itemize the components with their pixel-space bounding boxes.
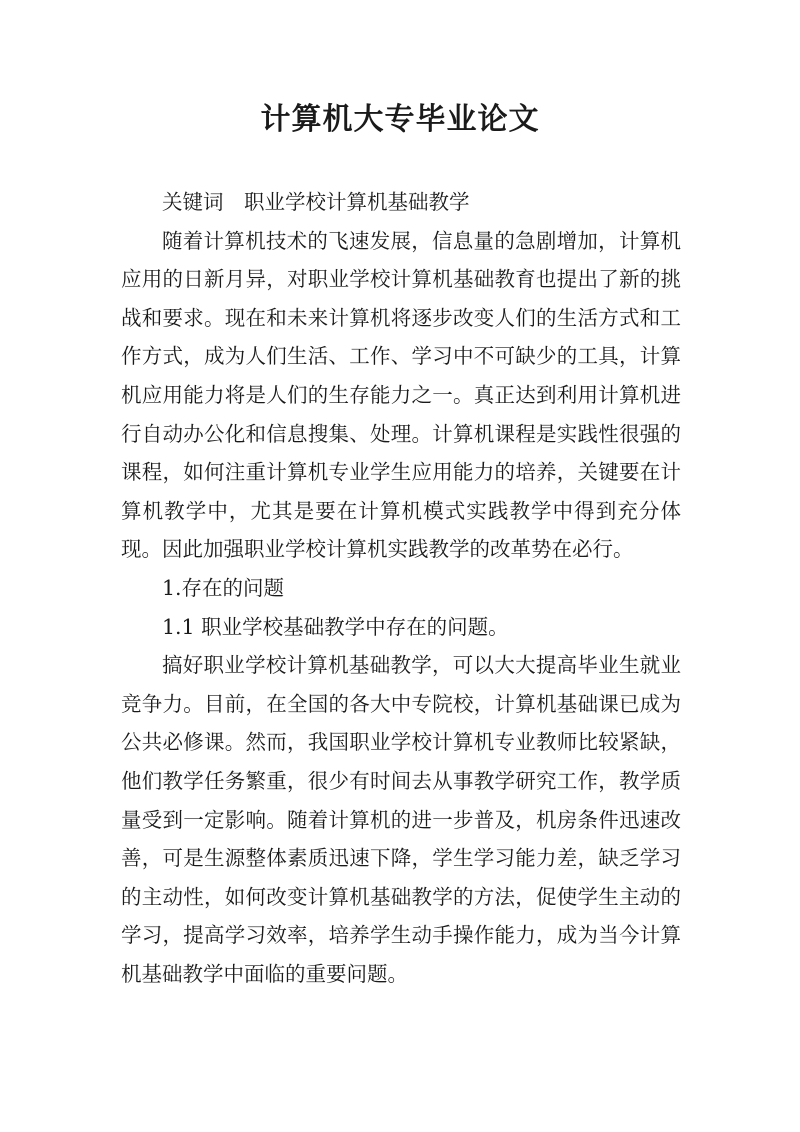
body-paragraph: 随着计算机技术的飞速发展，信息量的急剧增加，计算机应用的日新月异，对职业学校计算机基础教育也提出了新的挑战和要求。现在和未来计算机将逐步改变人们的生活方式和工作方式，成为人们生活、工作、学习中不可缺少的工具，计算机应用能力将是人们的生存能力之一。真正达到利用计算机进行自动办公化和信息搜集、处理。计算机课程是实践性很强的课程，如何注重计算机专业学生应用能力的培养，关键要在计算机教学中，尤其是要在计算机模式实践教学中得到充分体现。因此加强职业学校计算机实践教学的改革势在必行。 — [121, 228, 681, 562]
page-title: 计算机大专毕业论文 — [260, 102, 540, 137]
document-body — [121, 183, 681, 993]
section-heading: 1.存在的问题 — [162, 575, 285, 600]
body-paragraph: 搞好职业学校计算机基础教学，可以大大提高毕业生就业竞争力。目前，在全国的各大中专院校，计算机基础课已成为公共必修课。然而，我国职业学校计算机专业教师比较紧缺，他们教学任务繁重，很少有时间去从事教学研究工作，教学质量受到一定影响。随着计算机的进一步普及，机房条件迅速改善，可是生源整体素质迅速下降，学生学习能力差，缺乏学习的主动性，如何改变计算机基础教学的方法，促使学生主动的学习，提高学习效率，培养学生动手操作能力，成为当今计算机基础教学中面临的重要问题。 — [121, 653, 681, 986]
subsection-heading: 1.1 职业学校基础教学中存在的问题。 — [162, 614, 509, 639]
keywords-line: 关键词 职业学校计算机基础教学 — [162, 190, 470, 214]
